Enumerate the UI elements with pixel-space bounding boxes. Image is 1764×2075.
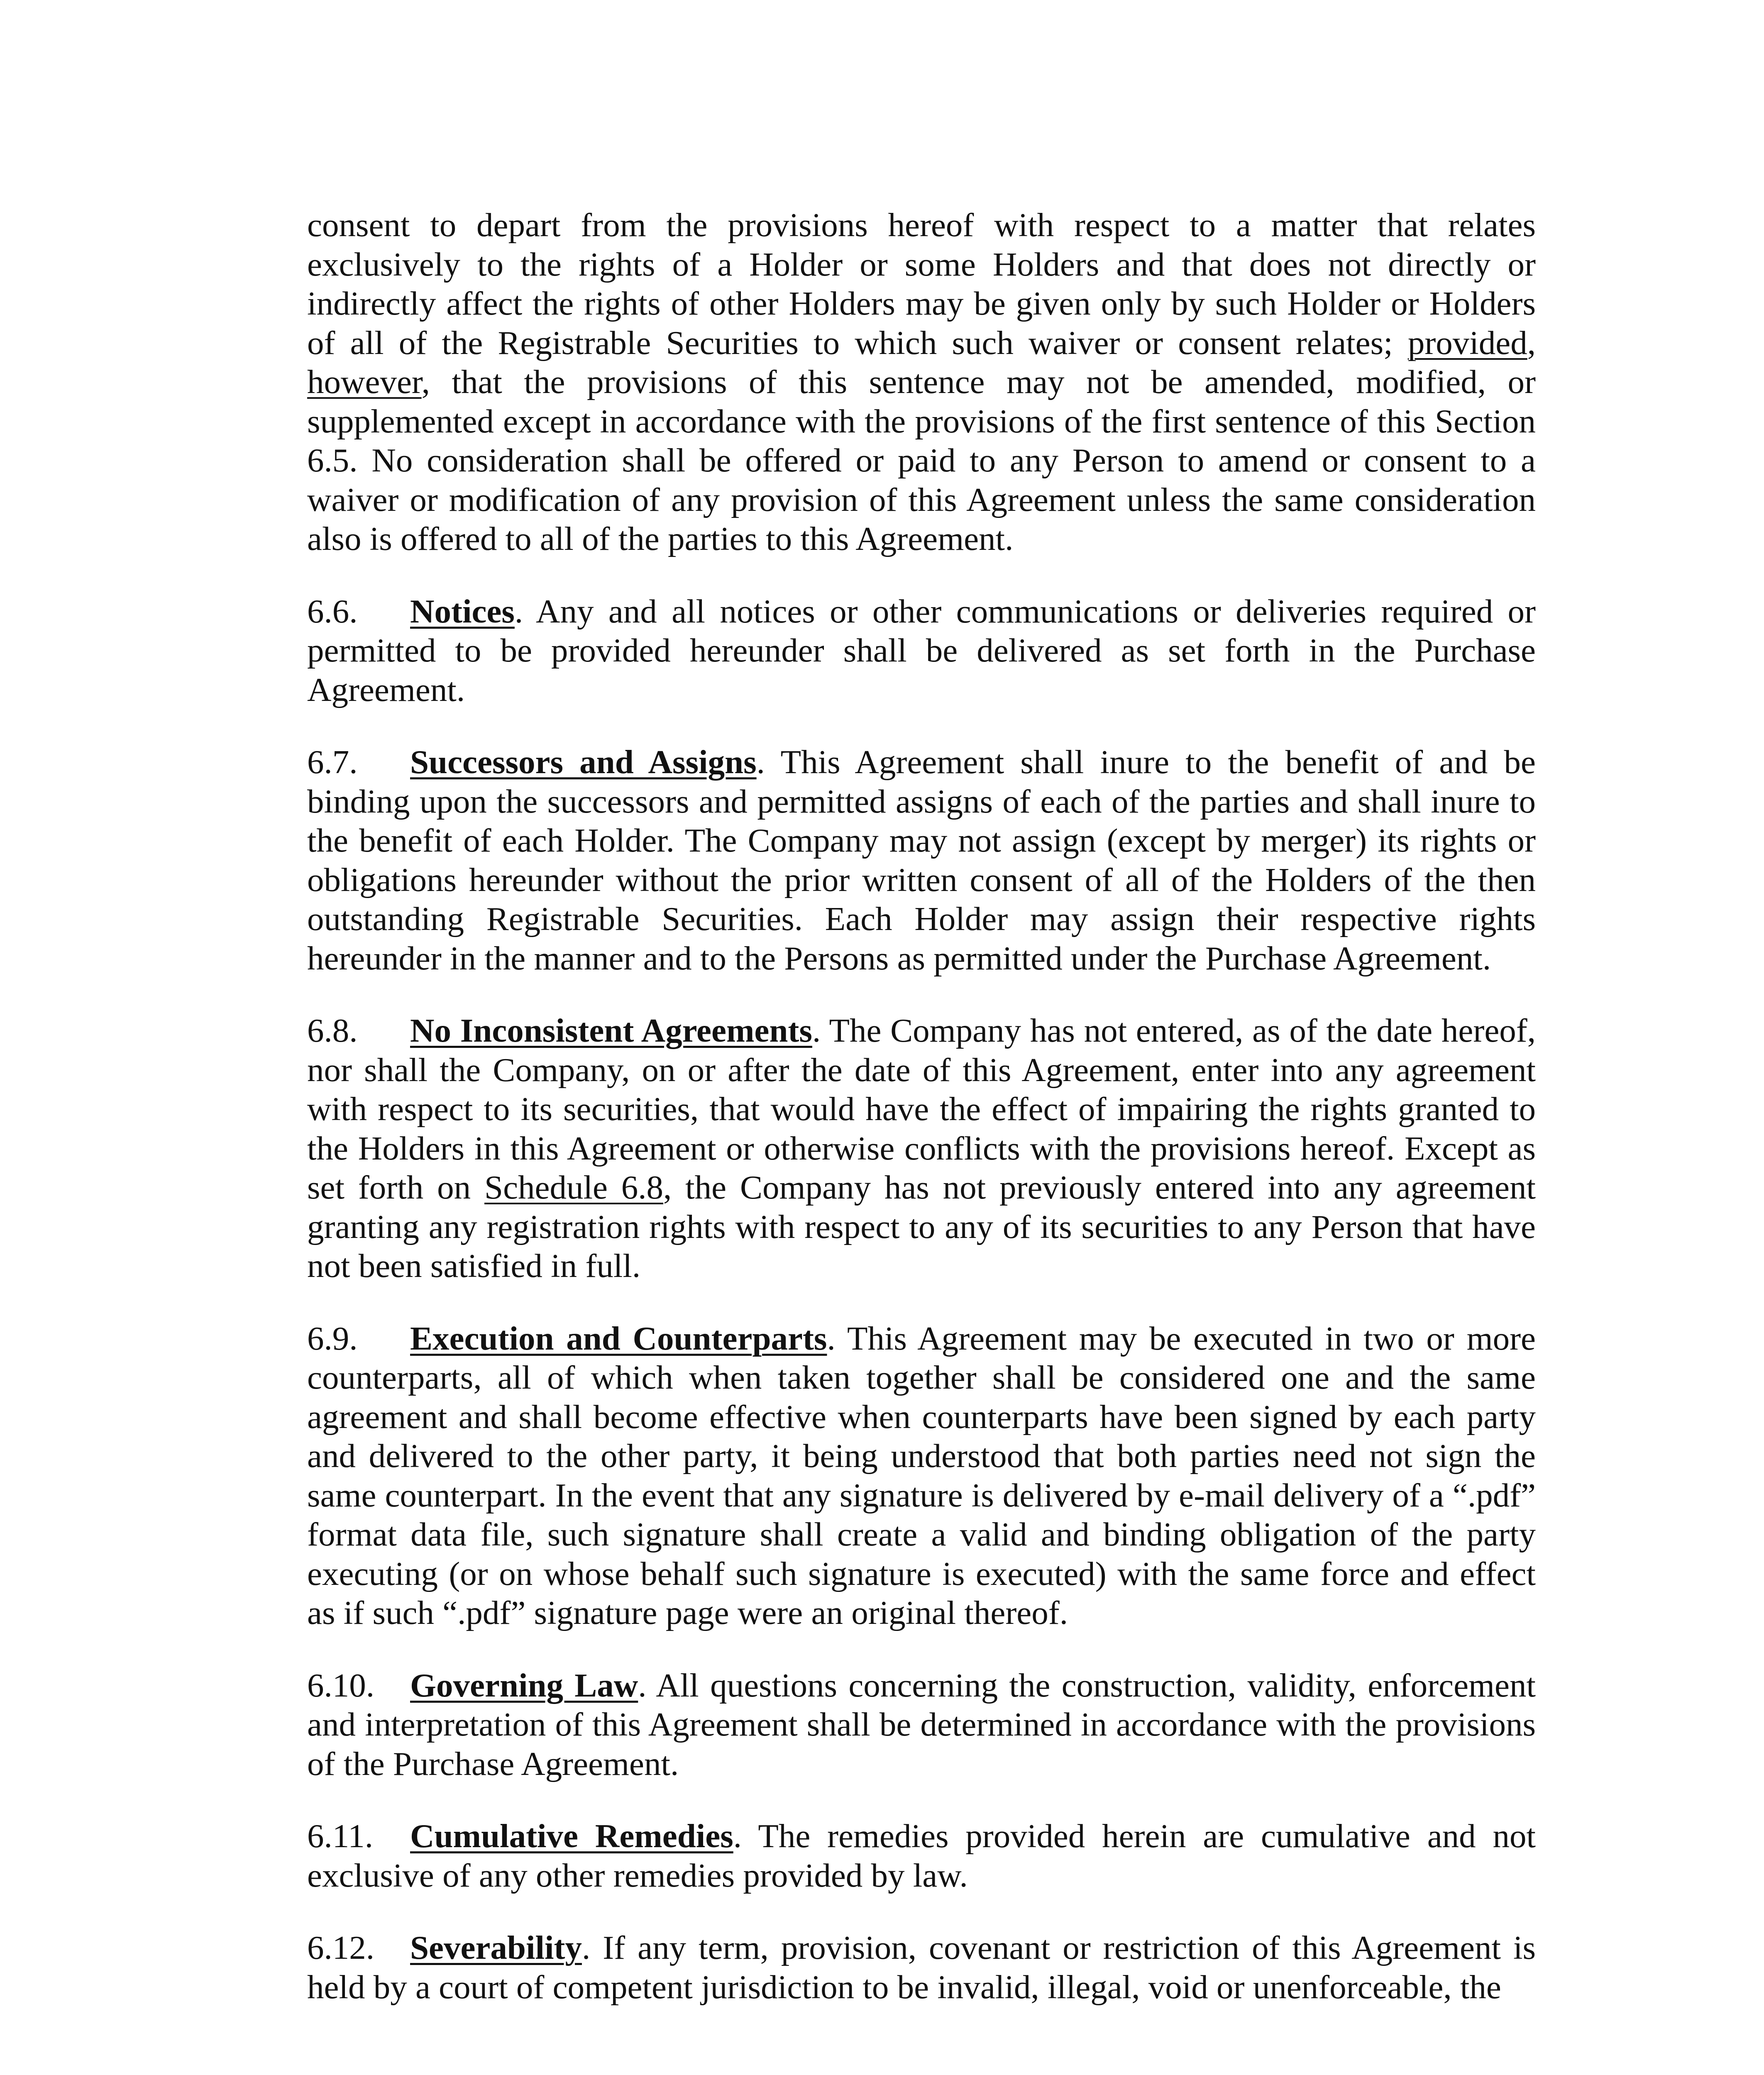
section-text: . The Company has not entered, as of the date hereof, nor shall the Company, on or after the date of this Agreement, enter into any agreement with respect to its securities, that would have the effect of impairing the rights granted to the Holders in this Agreement or otherwise conflicts with the provisions hereof. Except as set forth on <box>307 1012 1536 1206</box>
section-text: . This Agreement may be executed in two or more counterparts, all of which when taken together shall be considered one and the same agreement and shall become effective when counterparts have been signed by each party and delivered to the other party, it being understood that both parties need not sign the same counterpart. In the event that any signature is delivered by e-mail delivery of a “.pdf” format data file, such signature shall create a valid and binding obligation of the party executing (or on whose behalf such signature is executed) with the same force and effect as if such “.pdf” signature page were an original thereof. <box>307 1319 1536 1631</box>
section-title: Notices <box>410 592 515 630</box>
section-text: . Any and all notices or other communications or deliveries required or permitted to be provided hereunder shall be delivered as set forth in the Purchase Agreement. <box>307 592 1536 708</box>
section-6-7 <box>307 742 1536 978</box>
paragraph-6-5-continuation <box>307 205 1536 559</box>
section-title: Successors and Assigns <box>410 743 757 781</box>
provided-term: provided <box>1407 324 1527 361</box>
section-6-12 <box>307 1928 1536 2007</box>
section-6-9 <box>307 1319 1536 1633</box>
section-6-8 <box>307 1011 1536 1286</box>
section-text: . All questions concerning the construction, validity, enforcement and interpretation of this Agreement shall be determined in accordance with the provisions of the Purchase Agreement. <box>307 1666 1536 1782</box>
section-text: , the Company has not previously entered into any agreement granting any registration rights with respect to any of its securities to any Person that have not been satisfied in full. <box>307 1169 1536 1284</box>
section-6-11 <box>307 1816 1536 1895</box>
section-6-10 <box>307 1666 1536 1784</box>
section-number: 6.6. <box>307 592 358 630</box>
section-number: 6.7. <box>307 743 358 781</box>
document-body <box>307 205 1536 2040</box>
section-text: . The remedies provided herein are cumulative and not exclusive of any other remedies provided by law. <box>307 1817 1536 1894</box>
paragraph-text: , <box>1527 324 1536 361</box>
section-number: 6.11. <box>307 1817 373 1855</box>
schedule-reference: Schedule 6.8 <box>484 1169 664 1206</box>
paragraph-text: , that the provisions of this sentence may not be amended, modified, or supplemented except in accordance with the provisions of the first sentence of this Section 6.5. No consideration shall be offered or paid to any Person to amend or consent to a waiver or modification of any provision of this Agreement unless the same consideration also is offered to all of the parties to this Agreement. <box>307 363 1536 557</box>
section-6-6 <box>307 592 1536 710</box>
section-text: . If any term, provision, covenant or restriction of this Agreement is held by a court of competent jurisdiction to be invalid, illegal, void or unenforceable, the <box>307 1929 1536 2006</box>
section-number: 6.8. <box>307 1012 358 1049</box>
section-title: Cumulative Remedies <box>410 1817 733 1855</box>
section-text: . This Agreement shall inure to the benefit of and be binding upon the successors and permitted assigns of each of the parties and shall inure to the benefit of each Holder. The Company may not assign (except by merger) its rights or obligations hereunder without the prior written consent of all of the Holders of the then outstanding Registrable Securities. Each Holder may assign their respective rights hereunder in the manner and to the Persons as permitted under the Purchase Agreement. <box>307 743 1536 977</box>
section-title: Governing Law <box>410 1666 638 1704</box>
paragraph-text: consent to depart from the provisions hereof with respect to a matter that relates exclusively to the rights of a Holder or some Holders and that does not directly or indirectly affect the rights of other Holders may be given only by such Holder or Holders of all of the Registrable Securities to which such waiver or consent relates; <box>307 206 1536 361</box>
section-number: 6.12. <box>307 1929 374 1966</box>
however-term: however <box>307 363 422 400</box>
section-number: 6.10. <box>307 1666 374 1704</box>
section-title: Severability <box>410 1929 582 1966</box>
section-title: No Inconsistent Agreements <box>410 1012 812 1049</box>
section-number: 6.9. <box>307 1319 358 1357</box>
section-title: Execution and Counterparts <box>410 1319 827 1357</box>
